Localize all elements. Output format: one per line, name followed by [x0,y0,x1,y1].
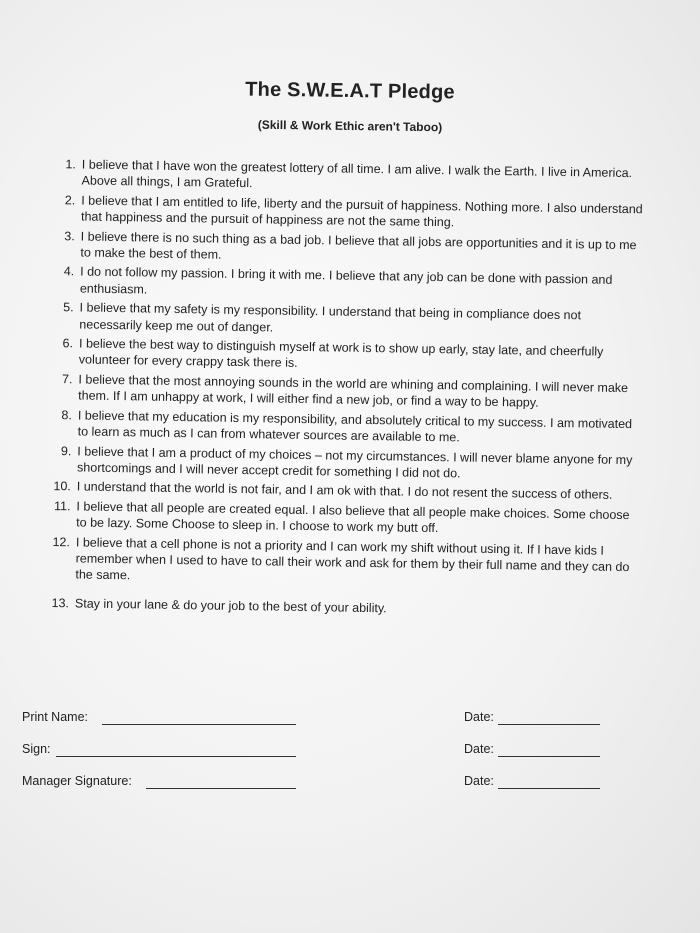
pledge-item [51,192,645,234]
pledge-item [48,371,642,413]
pledge-item [47,442,641,484]
pledge-number: 6. [62,336,74,351]
pledge-text: I believe that all people are created equal. I also believe that all people make choices. Some choose to be lazy. Some Choose to sleep in. I choose to work my butt off. [76,499,630,536]
pledge-text: I believe that I am a product of my choices – not my circumstances. I will never blame anyone for my shortcomings and I will never accept credit for something I did not do. [77,443,633,481]
pledge-text: I believe that a cell phone is not a priority and I can work my shift without using it. If I have kids I remember when I used to have to call their work and ask for them by their full name and they can do the same. [75,534,630,583]
pledge-text: I believe that the most annoying sounds in the world are whining and complaining. I will never make them. If I am unhappy at work, I will either find a new job, or find a way to be happy. [78,372,629,410]
pledge-text: I believe that I am entitled to life, liberty and the pursuit of happiness. Nothing more. I also understand that happiness and the pursuit of happiness are not the same thing. [80,193,643,230]
date-line[interactable] [498,788,600,789]
date-line[interactable] [498,756,600,757]
pledge-number: 1. [65,157,76,172]
date-label: Date: [464,710,494,724]
pledge-item [45,533,640,592]
pledge-item [45,595,639,621]
sign-row [22,740,602,772]
pledge-number: 13. [51,595,70,611]
pledge-item [51,156,645,198]
date-line[interactable] [498,724,600,725]
manager-signature-label: Manager Signature: [22,774,132,788]
document-title: The S.W.E.A.T Pledge [245,78,455,104]
pledge-text: I believe that my education is my responsibility, and absolutely critical to my success. I am motivated to learn as much as I can from whatever sources are available to me. [77,408,633,445]
signature-block [22,708,602,804]
pledge-number: 8. [61,407,73,423]
print-name-row [22,708,602,740]
pledge-number: 10. [53,479,71,494]
print-name-label: Print Name: [22,710,88,724]
pledge-number: 12. [52,534,71,549]
sign-label: Sign: [22,742,51,756]
pledge-number: 9. [60,443,72,458]
pledge-text: I understand that the world is not fair, and I am ok with that. I do not resent the success of others. [76,479,613,503]
date-label: Date: [464,742,494,756]
date-label: Date: [464,774,494,788]
pledge-text: I believe that I have won the greatest lottery of all time. I am alive. I walk the Earth. I live in America. Above all things, I am Grateful. [81,157,633,191]
pledge-number: 5. [63,300,74,315]
pledge-number: 7. [61,372,73,387]
pledge-number: 4. [63,264,75,279]
sign-line[interactable] [56,756,296,757]
pledge-text: I believe the best way to distinguish myself at work is to show up early, stay late, and cheerfully volunteer for every crappy task there is. [78,336,604,371]
pledge-item [46,498,640,540]
manager-signature-row [22,772,602,804]
pledge-text: I believe that my safety is my responsibility. I understand that being in compliance does not necessarily keep me out of danger. [79,300,582,335]
pledge-number: 2. [64,193,76,208]
pledge-item [50,228,644,270]
print-name-line[interactable] [102,724,296,725]
pledge-text: Stay in your lane & do your job to the best of your ability. [74,596,387,616]
pledge-item [48,407,642,449]
pledge-number: 11. [53,498,71,514]
pledge-item [50,263,644,305]
manager-signature-line[interactable] [146,788,296,789]
pledge-text: I believe there is no such thing as a bad job. I believe that all jobs are opportunities and it is up to me to make the best of them. [80,229,637,262]
pledge-list [45,156,646,623]
pledge-item [49,299,643,341]
pledge-item [49,335,643,377]
document-subtitle: (Skill & Work Ethic aren't Taboo) [257,117,443,135]
pledge-number: 3. [64,228,75,243]
pledge-text: I do not follow my passion. I bring it with me. I believe that any job can be done with passion and enthusiasm. [79,264,613,297]
